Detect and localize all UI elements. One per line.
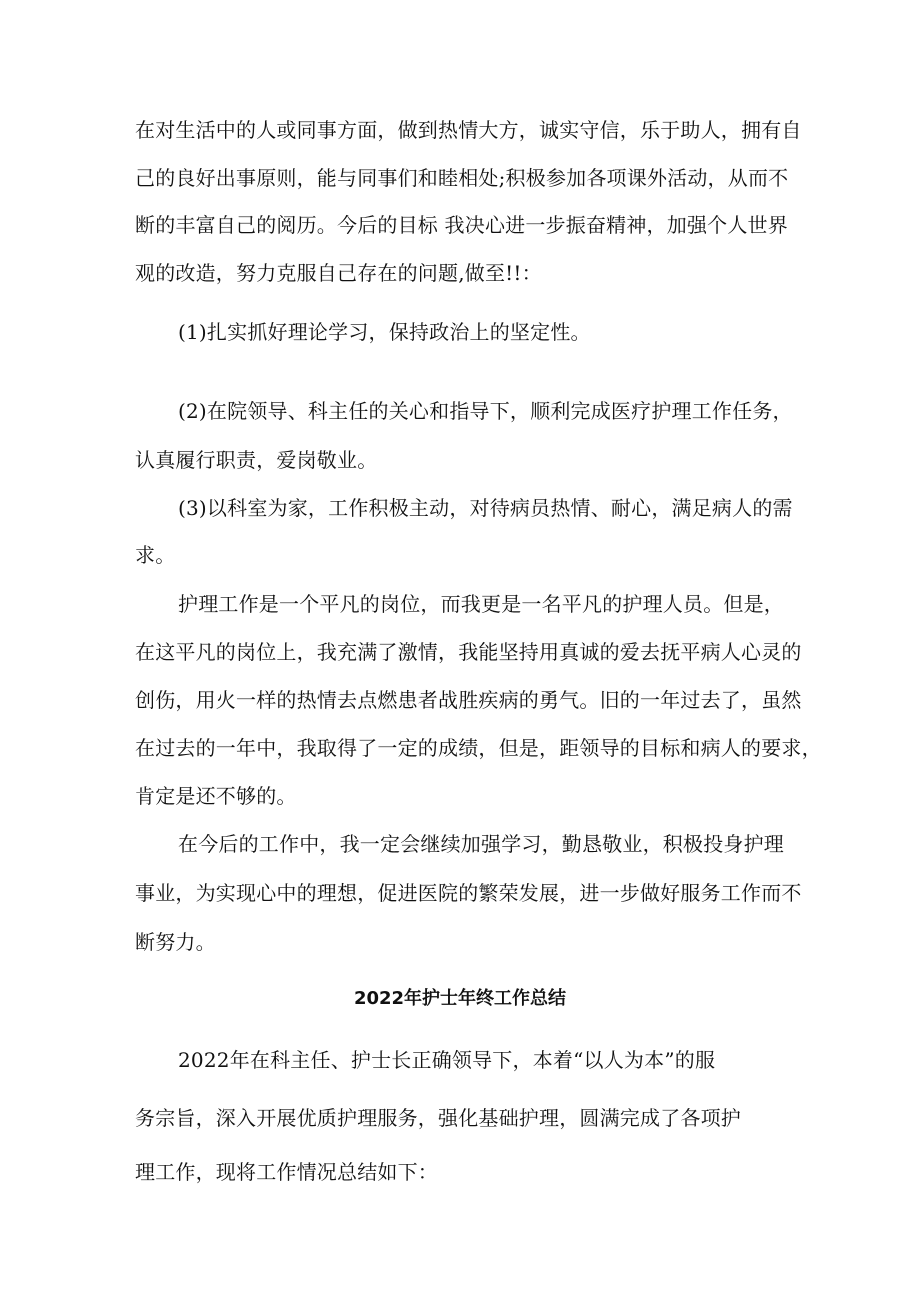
paragraph-line: 断的丰富自己的阅历。今后的目标 我决心进一步振奋精神，加强个人世界 <box>135 213 788 237</box>
list-item-2-line: (2)在院领导、科主任的关心和指导下，顺利完成医疗护理工作任务， <box>178 399 793 423</box>
list-item-2-line: 认真履行职责，爱岗敬业。 <box>135 448 378 472</box>
paragraph-line: 事业，为实现心中的理想，促进医院的繁荣发展，进一步做好服务工作而不 <box>135 881 802 905</box>
paragraph-line: 创伤，用火一样的热情去点燃患者战胜疾病的勇气。旧的一年过去了，虽然 <box>135 688 802 712</box>
list-item-3-line: (3)以科室为家，工作积极主动，对待病员热情、耐心，满足病人的需 <box>178 496 793 520</box>
paragraph-line: 务宗旨，深入开展优质护理服务，强化基础护理，圆满完成了各项护 <box>135 1106 741 1130</box>
paragraph-line: 在过去的一年中，我取得了一定的成绩，但是，距领导的目标和病人的要求， <box>135 736 822 760</box>
paragraph-line: 在今后的工作中，我一定会继续加强学习，勤恳敬业，积极投身护理 <box>178 832 784 856</box>
list-item-1: (1)扎实抓好理论学习，保持政治上的坚定性。 <box>178 320 591 344</box>
paragraph-line: 己的良好出事原则，能与同事们和睦相处;积极参加各项课外活动，从而不 <box>135 166 789 190</box>
list-item-3-line: 求。 <box>135 543 176 567</box>
paragraph-line: 在这平凡的岗位上，我充满了激情，我能坚持用真诚的爱去抚平病人心灵的 <box>135 640 802 664</box>
section-title: 2022年护士年终工作总结 <box>353 988 567 1009</box>
paragraph-line: 在对生活中的人或同事方面，做到热情大方，诚实守信，乐于助人，拥有自 <box>135 118 802 142</box>
paragraph-line: 理工作，现将工作情况总结如下： <box>135 1160 438 1184</box>
paragraph-line: 护理工作是一个平凡的岗位，而我更是一名平凡的护理人员。但是， <box>178 592 784 616</box>
paragraph-line: 肯定是还不够的。 <box>135 784 297 808</box>
paragraph-line: 观的改造，努力克服自己存在的问题,做至!!： <box>135 261 542 285</box>
paragraph-line: 2022年在科主任、护士长正确领导下，本着“以人为本”的服 <box>178 1048 716 1072</box>
paragraph-line: 断努力。 <box>135 930 216 954</box>
